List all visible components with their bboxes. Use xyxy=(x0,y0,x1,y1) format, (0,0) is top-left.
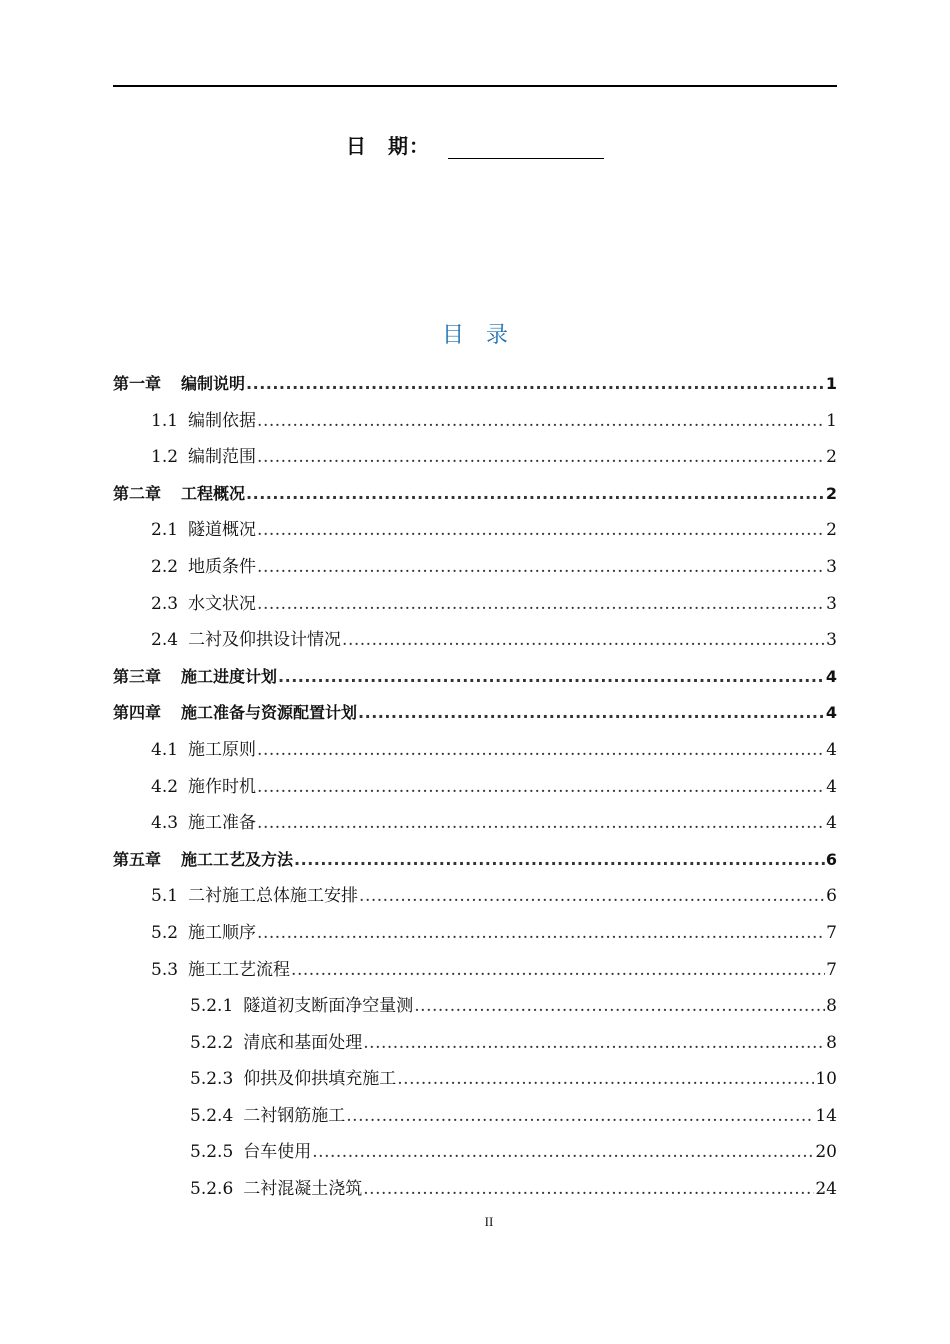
toc-entry[interactable] xyxy=(113,695,837,732)
toc-entry-number: 2.2 xyxy=(151,556,179,577)
toc-entry[interactable] xyxy=(113,403,837,440)
toc-dot-leader xyxy=(246,476,825,513)
toc-entry[interactable] xyxy=(113,549,837,586)
toc-dot-leader xyxy=(257,915,825,952)
toc-entry[interactable] xyxy=(113,769,837,806)
toc-entry-page: 1 xyxy=(825,374,837,393)
toc-entry[interactable] xyxy=(113,988,837,1025)
toc-dot-leader xyxy=(278,659,825,696)
toc-entry-title: 施工工艺流程 xyxy=(188,959,291,980)
toc-dot-leader xyxy=(257,512,825,549)
toc-entry-number: 2.3 xyxy=(151,593,179,614)
toc-entry[interactable] xyxy=(113,439,837,476)
page-number: II xyxy=(484,1214,494,1229)
toc-entry-number: 1.1 xyxy=(151,410,179,431)
toc-dot-leader xyxy=(257,439,825,476)
toc-entry[interactable] xyxy=(113,1134,837,1171)
toc-entry[interactable] xyxy=(113,1171,837,1208)
toc-title: 目 录 xyxy=(441,323,508,348)
toc-entry[interactable] xyxy=(113,732,837,769)
toc-entry-number: 第二章 xyxy=(113,483,162,503)
toc-entry[interactable] xyxy=(113,952,837,989)
toc-dot-leader xyxy=(414,988,825,1025)
toc-entry-number: 5.2.3 xyxy=(190,1069,234,1090)
date-blank-line xyxy=(448,138,604,159)
toc-entry[interactable] xyxy=(113,1098,837,1135)
toc-entry[interactable] xyxy=(113,1061,837,1098)
toc-dot-leader xyxy=(363,1025,825,1062)
toc-entry-number: 第五章 xyxy=(113,849,162,869)
toc-entry-number: 第三章 xyxy=(113,666,162,686)
toc-entry-number: 2.4 xyxy=(151,630,179,651)
toc-entry-title: 编制依据 xyxy=(188,410,257,431)
toc-entry-title: 二衬混凝土浇筑 xyxy=(243,1179,363,1200)
toc-dot-leader xyxy=(346,1098,814,1135)
toc-entry-title: 编制说明 xyxy=(181,374,246,393)
toc-entry-page: 10 xyxy=(815,1069,837,1090)
toc-entry-title: 隧道初支断面净空量测 xyxy=(243,996,414,1017)
toc-dot-leader xyxy=(257,403,825,440)
toc-dot-leader xyxy=(291,952,825,989)
toc-entry-page: 3 xyxy=(826,630,837,651)
toc-entry[interactable] xyxy=(113,659,837,696)
toc-entry-title: 地质条件 xyxy=(188,556,257,577)
toc-entry[interactable] xyxy=(113,622,837,659)
toc-entry-page: 24 xyxy=(815,1179,837,1200)
date-field xyxy=(0,130,950,159)
toc-entry-page: 7 xyxy=(826,959,837,980)
toc-entry-number: 1.2 xyxy=(151,447,179,468)
toc-entry-title: 二衬施工总体施工安排 xyxy=(188,886,359,907)
toc-entry-page: 20 xyxy=(815,1142,837,1163)
toc-dot-leader xyxy=(246,366,825,403)
toc-entry-page: 8 xyxy=(826,996,837,1017)
toc-entry-title: 清底和基面处理 xyxy=(243,1032,363,1053)
toc-entry-page: 6 xyxy=(825,849,837,869)
toc-entry[interactable] xyxy=(113,1025,837,1062)
toc-entry-number: 第四章 xyxy=(113,703,162,723)
toc-entry-number: 5.2.1 xyxy=(190,996,234,1017)
toc-entry-page: 4 xyxy=(826,813,837,834)
date-label: 日 期： xyxy=(346,134,430,158)
toc-entry[interactable] xyxy=(113,842,837,879)
toc-entry-page: 2 xyxy=(825,483,837,503)
toc-entry-page: 4 xyxy=(825,703,837,723)
table-of-contents xyxy=(113,366,837,1208)
toc-entry-number: 5.2.4 xyxy=(190,1105,234,1126)
toc-dot-leader xyxy=(397,1061,814,1098)
toc-entry-title: 施作时机 xyxy=(188,776,257,797)
toc-dot-leader xyxy=(257,769,825,806)
toc-entry[interactable] xyxy=(113,476,837,513)
toc-entry-title: 隧道概况 xyxy=(188,520,257,541)
toc-dot-leader xyxy=(363,1171,814,1208)
toc-entry-page: 3 xyxy=(826,593,837,614)
toc-entry-page: 2 xyxy=(826,447,837,468)
toc-entry-title: 台车使用 xyxy=(243,1142,312,1163)
toc-entry[interactable] xyxy=(113,805,837,842)
toc-entry-page: 6 xyxy=(826,886,837,907)
toc-dot-leader xyxy=(257,732,825,769)
toc-entry-number: 5.2 xyxy=(151,922,179,943)
toc-dot-leader xyxy=(294,842,825,879)
toc-dot-leader xyxy=(257,586,825,623)
toc-entry-number: 5.3 xyxy=(151,959,179,980)
toc-entry-page: 7 xyxy=(826,922,837,943)
toc-dot-leader xyxy=(257,805,825,842)
toc-entry-page: 4 xyxy=(826,776,837,797)
toc-entry-title: 水文状况 xyxy=(188,593,257,614)
toc-entry[interactable] xyxy=(113,915,837,952)
toc-dot-leader xyxy=(359,878,825,915)
toc-dot-leader xyxy=(342,622,825,659)
toc-entry-title: 施工准备 xyxy=(188,813,257,834)
header-rule xyxy=(113,85,837,87)
toc-entry-page: 4 xyxy=(826,739,837,760)
toc-entry-page: 3 xyxy=(826,556,837,577)
toc-entry[interactable] xyxy=(113,366,837,403)
toc-entry[interactable] xyxy=(113,878,837,915)
toc-entry-number: 2.1 xyxy=(151,520,179,541)
toc-entry[interactable] xyxy=(113,586,837,623)
toc-entry-title: 工程概况 xyxy=(181,483,246,503)
toc-entry-title: 施工准备与资源配置计划 xyxy=(181,703,358,723)
toc-entry-number: 4.2 xyxy=(151,776,179,797)
toc-entry-title: 施工原则 xyxy=(188,739,257,760)
toc-entry-page: 8 xyxy=(826,1032,837,1053)
toc-entry-number: 4.1 xyxy=(151,739,179,760)
toc-dot-leader xyxy=(257,549,825,586)
toc-entry[interactable] xyxy=(113,512,837,549)
toc-entry-page: 2 xyxy=(826,520,837,541)
toc-entry-number: 5.2.2 xyxy=(190,1032,234,1053)
toc-dot-leader xyxy=(358,695,825,732)
toc-entry-title: 施工顺序 xyxy=(188,922,257,943)
toc-entry-number: 5.1 xyxy=(151,886,179,907)
toc-entry-page: 1 xyxy=(826,410,837,431)
toc-entry-title: 二衬及仰拱设计情况 xyxy=(188,630,342,651)
toc-entry-title: 编制范围 xyxy=(188,447,257,468)
toc-entry-number: 5.2.6 xyxy=(190,1179,234,1200)
toc-entry-title: 二衬钢筋施工 xyxy=(243,1105,346,1126)
toc-entry-page: 4 xyxy=(825,666,837,686)
toc-entry-number: 5.2.5 xyxy=(190,1142,234,1163)
toc-entry-title: 施工进度计划 xyxy=(181,666,278,686)
toc-entry-page: 14 xyxy=(815,1105,837,1126)
toc-entry-number: 第一章 xyxy=(113,374,162,393)
toc-entry-title: 施工工艺及方法 xyxy=(181,849,294,869)
toc-dot-leader xyxy=(312,1134,814,1171)
toc-entry-title: 仰拱及仰拱填充施工 xyxy=(243,1069,397,1090)
toc-entry-number: 4.3 xyxy=(151,813,179,834)
